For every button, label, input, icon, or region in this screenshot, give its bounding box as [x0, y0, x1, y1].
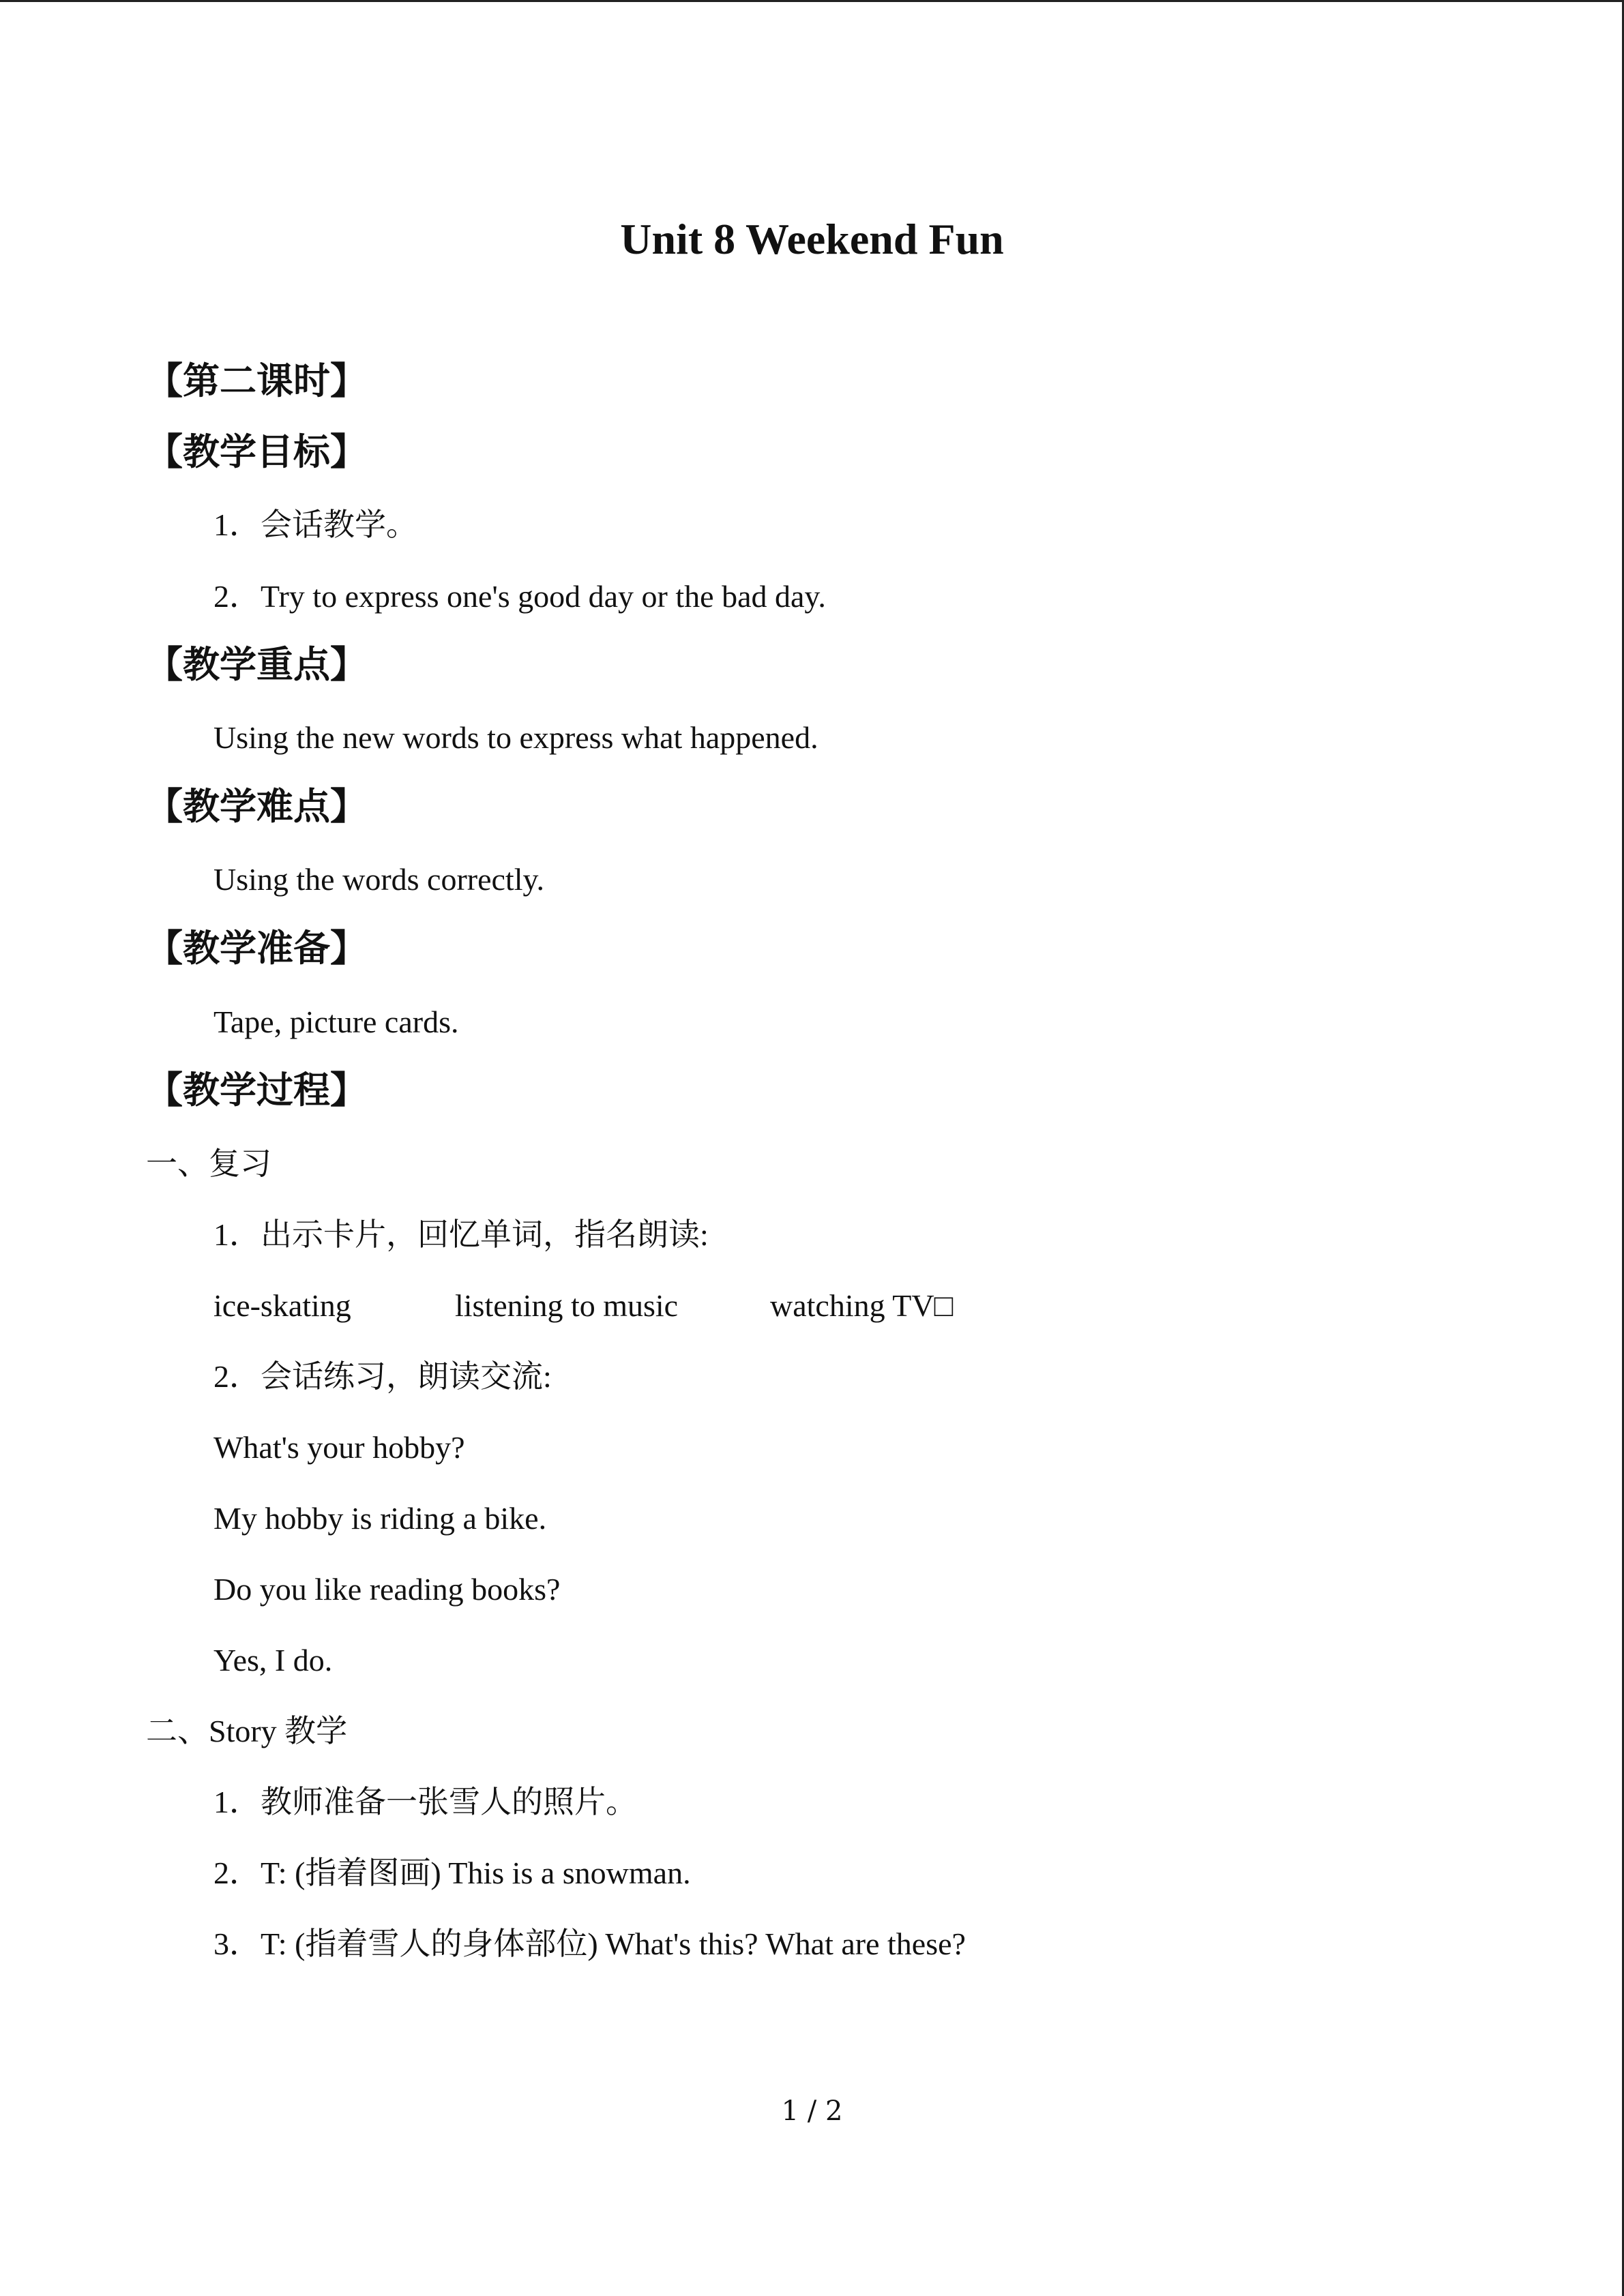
dialogue-line: What's your hobby? — [213, 1430, 465, 1465]
preparation-heading: 【教学准备】 — [146, 928, 367, 969]
objectives-heading: 【教学目标】 — [146, 432, 367, 473]
preparation-text: Tape, picture cards. — [213, 1004, 459, 1039]
dialogue-line: Yes, I do. — [213, 1643, 333, 1678]
story-step: 2．T: (指着图画) This is a snowman. — [213, 1855, 691, 1890]
vocab-word: watching TV□ — [770, 1288, 954, 1323]
review-step-1: 1．出示卡片，回忆单词，指名朗读: — [213, 1217, 709, 1252]
key-points-heading: 【教学重点】 — [146, 644, 367, 685]
page-number: 1 / 2 — [781, 2096, 843, 2127]
objective-item: 1．会话教学。 — [213, 507, 417, 542]
review-label: 一、复习 — [146, 1146, 271, 1181]
objective-item: 2．Try to express one's good day or the bad day. — [213, 579, 826, 614]
document-title: Unit 8 Weekend Fun — [620, 215, 1004, 263]
lesson-heading: 【第二课时】 — [146, 361, 367, 402]
dialogue-line: My hobby is riding a bike. — [213, 1501, 547, 1536]
vocab-word: listening to music — [455, 1288, 679, 1323]
review-step-2: 2．会话练习，朗读交流: — [213, 1359, 552, 1394]
key-points-text: Using the new words to express what happened. — [213, 720, 818, 755]
dialogue-line: Do you like reading books? — [213, 1572, 561, 1607]
story-step: 3．T: (指着雪人的身体部位) What's this? What are these? — [213, 1926, 966, 1961]
story-step: 1．教师准备一张雪人的照片。 — [213, 1785, 637, 1819]
vocab-word: ice-skating — [213, 1288, 351, 1323]
process-heading: 【教学过程】 — [146, 1070, 367, 1111]
difficulties-heading: 【教学难点】 — [146, 786, 367, 827]
page-border-top — [0, 0, 1624, 2]
story-label: 二、Story 教学 — [146, 1714, 348, 1748]
difficulties-text: Using the words correctly. — [213, 862, 544, 897]
